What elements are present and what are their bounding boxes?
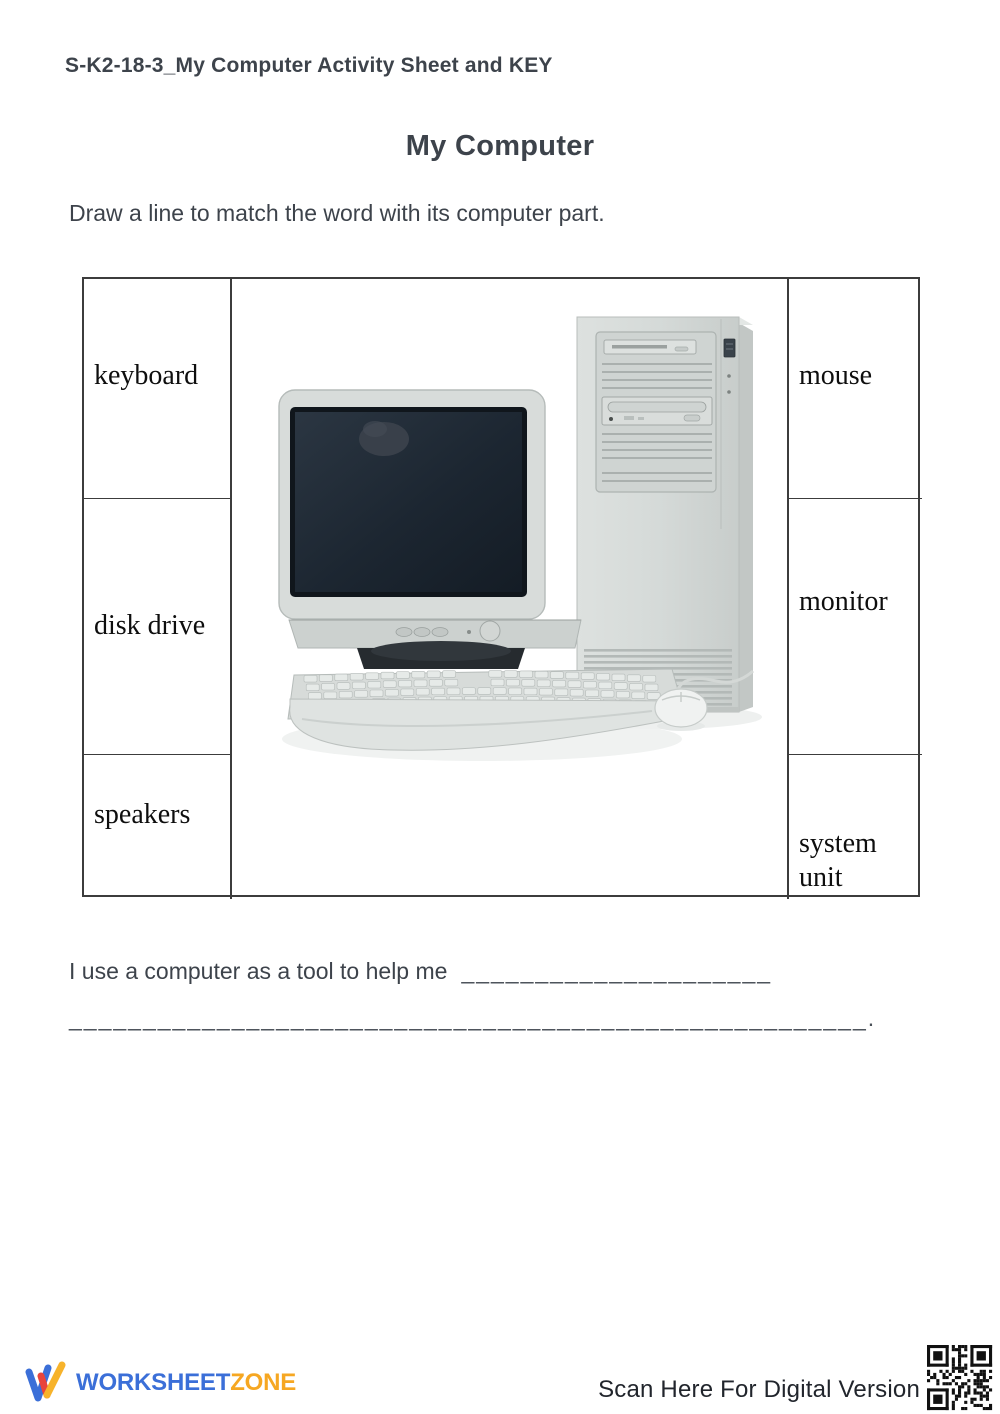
logo-text-worksheet: WORKSHEET [76, 1369, 231, 1396]
computer-photo-cell [232, 279, 787, 899]
label-system-unit: system unit [799, 827, 877, 893]
system-unit-graphic [577, 317, 753, 712]
answer-blank-1: _____________________ [461, 958, 773, 984]
monitor-graphic [279, 390, 581, 669]
sentence-line-2 [69, 1005, 876, 1032]
instruction-text: Draw a line to match the word with its computer part. [69, 200, 605, 226]
cell-monitor [787, 499, 922, 755]
logo-text [76, 1369, 296, 1397]
logo-text-zone: ZONE [230, 1369, 297, 1396]
computer-photo [232, 279, 787, 899]
qr-code [923, 1341, 996, 1414]
cell-speakers [84, 755, 232, 899]
answer-blank-2: ______________________________________________________. [69, 1005, 877, 1031]
matching-table [82, 277, 920, 897]
worksheetzone-logo [24, 1360, 296, 1406]
label-speakers: speakers [94, 798, 191, 830]
logo-w-icon [24, 1360, 70, 1406]
document-filename: S-K2-18-3_My Computer Activity Sheet and KEY [65, 54, 553, 77]
label-disk-drive: disk drive [94, 610, 206, 642]
cell-system-unit [787, 755, 922, 899]
sentence-line-1 [69, 958, 772, 985]
label-keyboard: keyboard [94, 360, 199, 392]
sentence-text: I use a computer as a tool to help me [69, 958, 448, 984]
label-mouse: mouse [799, 360, 873, 392]
page-title: My Computer [405, 130, 595, 162]
label-monitor: monitor [799, 586, 888, 618]
cell-keyboard [84, 279, 232, 499]
cell-disk-drive [84, 499, 232, 755]
scan-here-text: Scan Here For Digital Version [598, 1376, 920, 1403]
cell-mouse [787, 279, 922, 499]
